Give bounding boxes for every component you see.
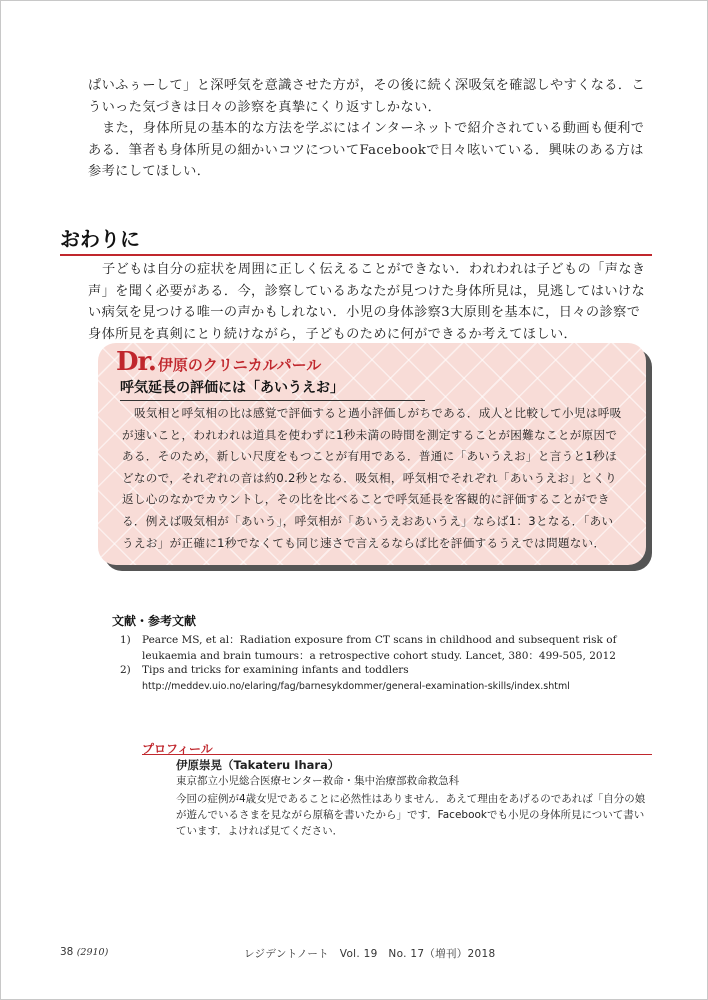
section-heading [60, 226, 652, 256]
profile-heading-label: プロフィール [142, 742, 213, 756]
page-number [60, 946, 108, 958]
pearl-brand-label: 伊原のクリニカルパール [157, 356, 322, 374]
page-number-sub: (2910) [76, 947, 109, 958]
body-paragraph-1: ぱいふぅーして」と深呼気を意識させた方が，その後に続く深吸気を確認しやすくなる．こういった気づきは日々の診察を真摯にくり返すしかない． [88, 78, 646, 115]
profile-affiliation: 東京都立小児総合医療センター救命・集中治療部救命救急科 [176, 775, 460, 787]
section-paragraph: 子どもは自分の症状を周囲に正しく伝えることができない．われわれは子どもの「声なき声」を聞く必要がある．今，診察しているあなたが見つけた身体所見は，見逃してはいけない病気を見つける唯一の声かもしれない．小児の身体診察3大原則を基本に，日々の診察で身体所見を真剣にとり続けながら，子どものために何ができるか考えてほしい． [88, 262, 646, 342]
pearl-brand [116, 347, 321, 377]
reference-text: Tips and tricks for examining infants and toddlers [142, 664, 409, 676]
section-title: おわりに [60, 227, 140, 251]
references-title: 文献・参考文献 [112, 614, 197, 628]
profile-heading [142, 738, 652, 755]
pearl-title: 呼気延長の評価には「あいうえお」 [120, 378, 425, 401]
page-number-value: 38 [60, 946, 74, 958]
clinical-pearl-box [98, 343, 646, 565]
profile-name: 伊原崇晃（Takateru Ihara） [176, 758, 340, 772]
reference-number: 2) [120, 664, 131, 676]
pearl-brand-dr: Dr. [116, 347, 156, 377]
reference-link[interactable]: http://meddev.uio.no/elaring/fag/barnesykdommer/general-examination-skills/index.shtml [142, 680, 570, 692]
body-paragraph-2: また，身体所見の基本的な方法を学ぶにはインターネットで紹介されている動画も便利である．筆者も身体所見の細かいコツについてFacebookで日々呟いている．興味のある方は参考にしてほしい． [88, 121, 645, 179]
reference-number: 1) [120, 634, 131, 646]
reference-text: Pearce MS, et al：Radiation exposure from CT scans in childhood and subsequent risk of leukaemia and brain tumours：a retrospective cohort study. Lancet, 380：499-505, 2012 [142, 634, 617, 662]
profile-text: 今回の症例が4歳女児であることに必然性はありません．あえて理由をあげるのであれば「自分の娘が遊んでいるさまを見ながら原稿を書いたから」です．Facebookでも小児の身体所見について書いています．よければ見てください． [176, 793, 646, 837]
reference-item [120, 663, 650, 694]
journal-footer: レジデントノート Vol. 19 No. 17（増刊）2018 [244, 948, 496, 960]
pearl-body: 吸気相と呼気相の比は感覚で評価すると過小評価しがちである．成人と比較して小児は呼吸が速いこと，われわれは道具を使わずに1秒未満の時間を測定することが困難なことが原因である．そのため，新しい尺度をもつことが有用である．普通に「あいうえお」と言うと1秒ほどなので，それぞれの音は約0.2秒となる．吸気相，呼気相でそれぞれ「あいうえお」とくり返し心のなかでカウントし，その比を比べることで呼気延長を客観的に評価することができる．例えば吸気相が「あいう」，呼気相が「あいうえおあいうえ」ならば1：3となる．「あいうえお」が正確に1秒でなくても同じ速さで言えるならば比を評価するうえでは問題ない． [122, 406, 622, 550]
reference-item [120, 633, 650, 664]
